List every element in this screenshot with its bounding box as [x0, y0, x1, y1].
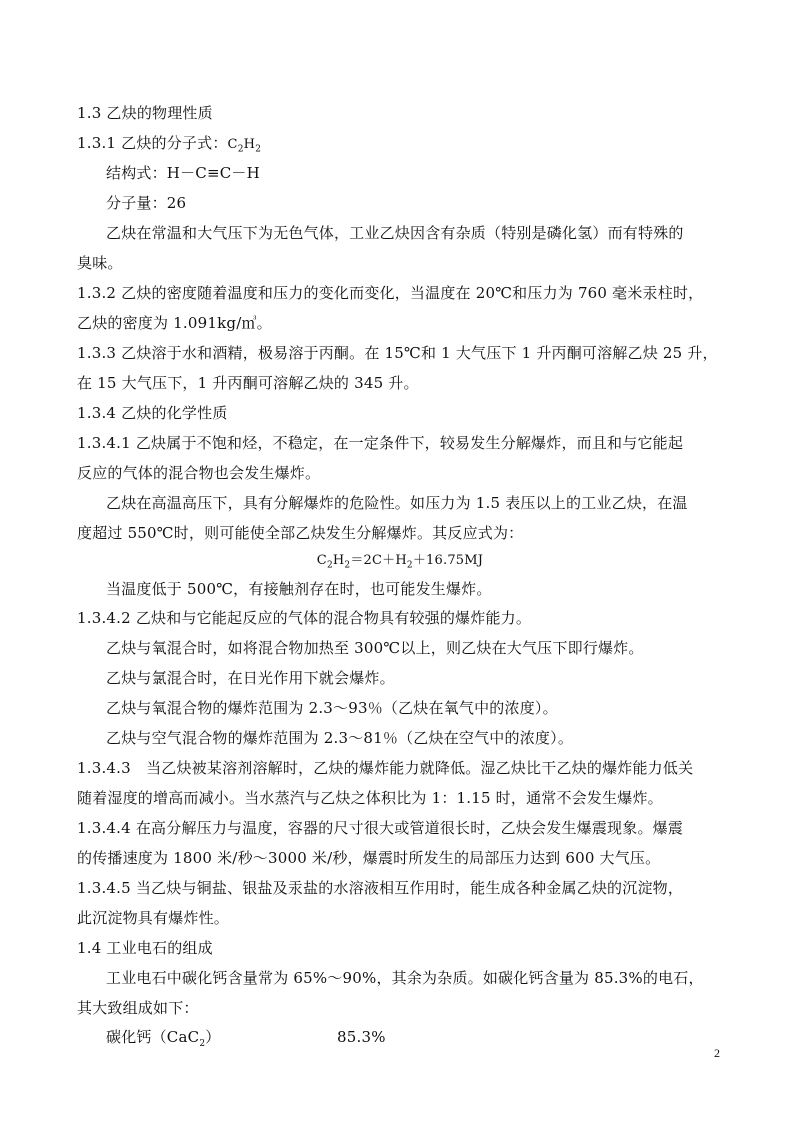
text-line: 分子量：26: [106, 194, 187, 212]
text-line: 乙炔与氯混合时，在日光作用下就会爆炸。: [106, 669, 395, 687]
text-line: 1.3.2 乙炔的密度随着温度和压力的变化而变化，当温度在 20℃和压力为 760 毫米汞柱时，: [77, 284, 704, 302]
formula-part: C: [227, 137, 238, 152]
formula-sub: 2: [326, 560, 333, 571]
text-line: 1.3.4.3 当乙炔被某溶剂溶解时，乙炔的爆炸能力就降低。湿乙炔比干乙炔的爆炸能力低关: [77, 759, 694, 777]
text-line: [77, 133, 737, 155]
text-line: 其大致组成如下：: [77, 999, 199, 1017]
composition-name-suffix: ）: [205, 1028, 221, 1046]
text-line: 臭味。: [77, 254, 123, 272]
formula-part: H: [243, 137, 256, 152]
text-line: 乙炔在高温高压下，具有分解爆炸的危险性。如压力为 1.5 表压以上的工业乙炔，在温: [106, 494, 688, 512]
text-line: 1.3.3 乙炔溶于水和酒精，极易溶于丙酮。在 15℃和 1 大气压下 1 升丙酮可溶解乙炔 25 升，: [77, 344, 718, 362]
text-line: 结构式：H－C≡C－H: [106, 164, 260, 182]
formula-part: H: [332, 553, 345, 568]
section-heading-1-3-4: 1.3.4 乙炔的化学性质: [77, 404, 228, 422]
formula-sub: 2: [255, 144, 262, 155]
section-heading-1-3: 1.3 乙炔的物理性质: [77, 104, 213, 122]
text-line: 乙炔与氧混合时，如将混合物加热至 300℃以上，则乙炔在大气压下即行爆炸。: [106, 639, 644, 657]
formula-part: C: [316, 553, 327, 568]
formula-sub: 2: [406, 560, 413, 571]
text-line: 1.3.4.1 乙炔属于不饱和烃，不稳定，在一定条件下，较易发生分解爆炸，而且和与它能起: [77, 434, 684, 452]
section-heading-1-4: 1.4 工业电石的组成: [77, 939, 213, 957]
formula-part: ＝2C＋H: [350, 553, 407, 568]
text-line: 1.3.4.2 乙炔和与它能起反应的气体的混合物具有较强的爆炸能力。: [77, 609, 532, 627]
text-line: 在 15 大气压下，1 升丙酮可溶解乙炔的 345 升。: [77, 374, 419, 392]
text-line: 乙炔的密度为 1.091kg/㎥。: [77, 314, 272, 332]
text-segment: 1.3.1 乙炔的分子式：: [77, 134, 228, 152]
composition-row: [106, 1027, 766, 1047]
text-line: 1.3.4.4 在高分解压力与温度，容器的尺寸很大或管道很长时，乙炔会发生爆震现象。爆震: [77, 819, 684, 837]
composition-value: 85.3%: [337, 1028, 386, 1046]
formula-sub: 2: [199, 1039, 206, 1049]
page-number: 2: [714, 1046, 720, 1060]
text-line: 反应的气体的混合物也会发生爆炸。: [77, 464, 321, 482]
text-line: 此沉淀物具有爆炸性。: [77, 909, 230, 927]
text-line: 随着湿度的增高而减小。当水蒸汽与乙炔之体积比为 1：1.15 时，通常不会发生爆炸。: [77, 789, 663, 807]
text-line: 1.3.4.5 当乙炔与铜盐、银盐及汞盐的水溶液相互作用时，能生成各种金属乙炔的沉淀物，: [77, 879, 684, 897]
text-line: 乙炔与空气混合物的爆炸范围为 2.3～81％（乙炔在空气中的浓度）。: [106, 729, 574, 747]
formula-c2h2: [227, 137, 262, 155]
text-line: 当温度低于 500℃，有接触剂存在时，也可能发生爆炸。: [106, 580, 492, 598]
text-line: 的传播速度为 1800 米/秒～3000 米/秒，爆震时所发生的局部压力达到 600 大气压。: [77, 849, 661, 867]
text-line: 乙炔与氧混合物的爆炸范围为 2.3～93％（乙炔在氧气中的浓度）。: [106, 699, 558, 717]
text-line: 工业电石中碳化钙含量常为 65%～90%，其余为杂质。如碳化钙含量为 85.3%的电石，: [106, 969, 704, 987]
reaction-equation: [0, 551, 800, 571]
composition-name-prefix: 碳化钙（CaC: [106, 1028, 200, 1046]
formula-sub: 2: [344, 560, 351, 571]
text-line: 度超过 550℃时，则可能使全部乙炔发生分解爆炸。其反应式为：: [77, 524, 524, 542]
composition-name: [106, 1028, 221, 1049]
formula-sub: 2: [237, 144, 244, 155]
formula-part: ＋16.75MJ: [412, 553, 484, 568]
text-line: 乙炔在常温和大气压下为无色气体，工业乙炔因含有杂质（特别是磷化氢）而有特殊的: [106, 224, 684, 242]
